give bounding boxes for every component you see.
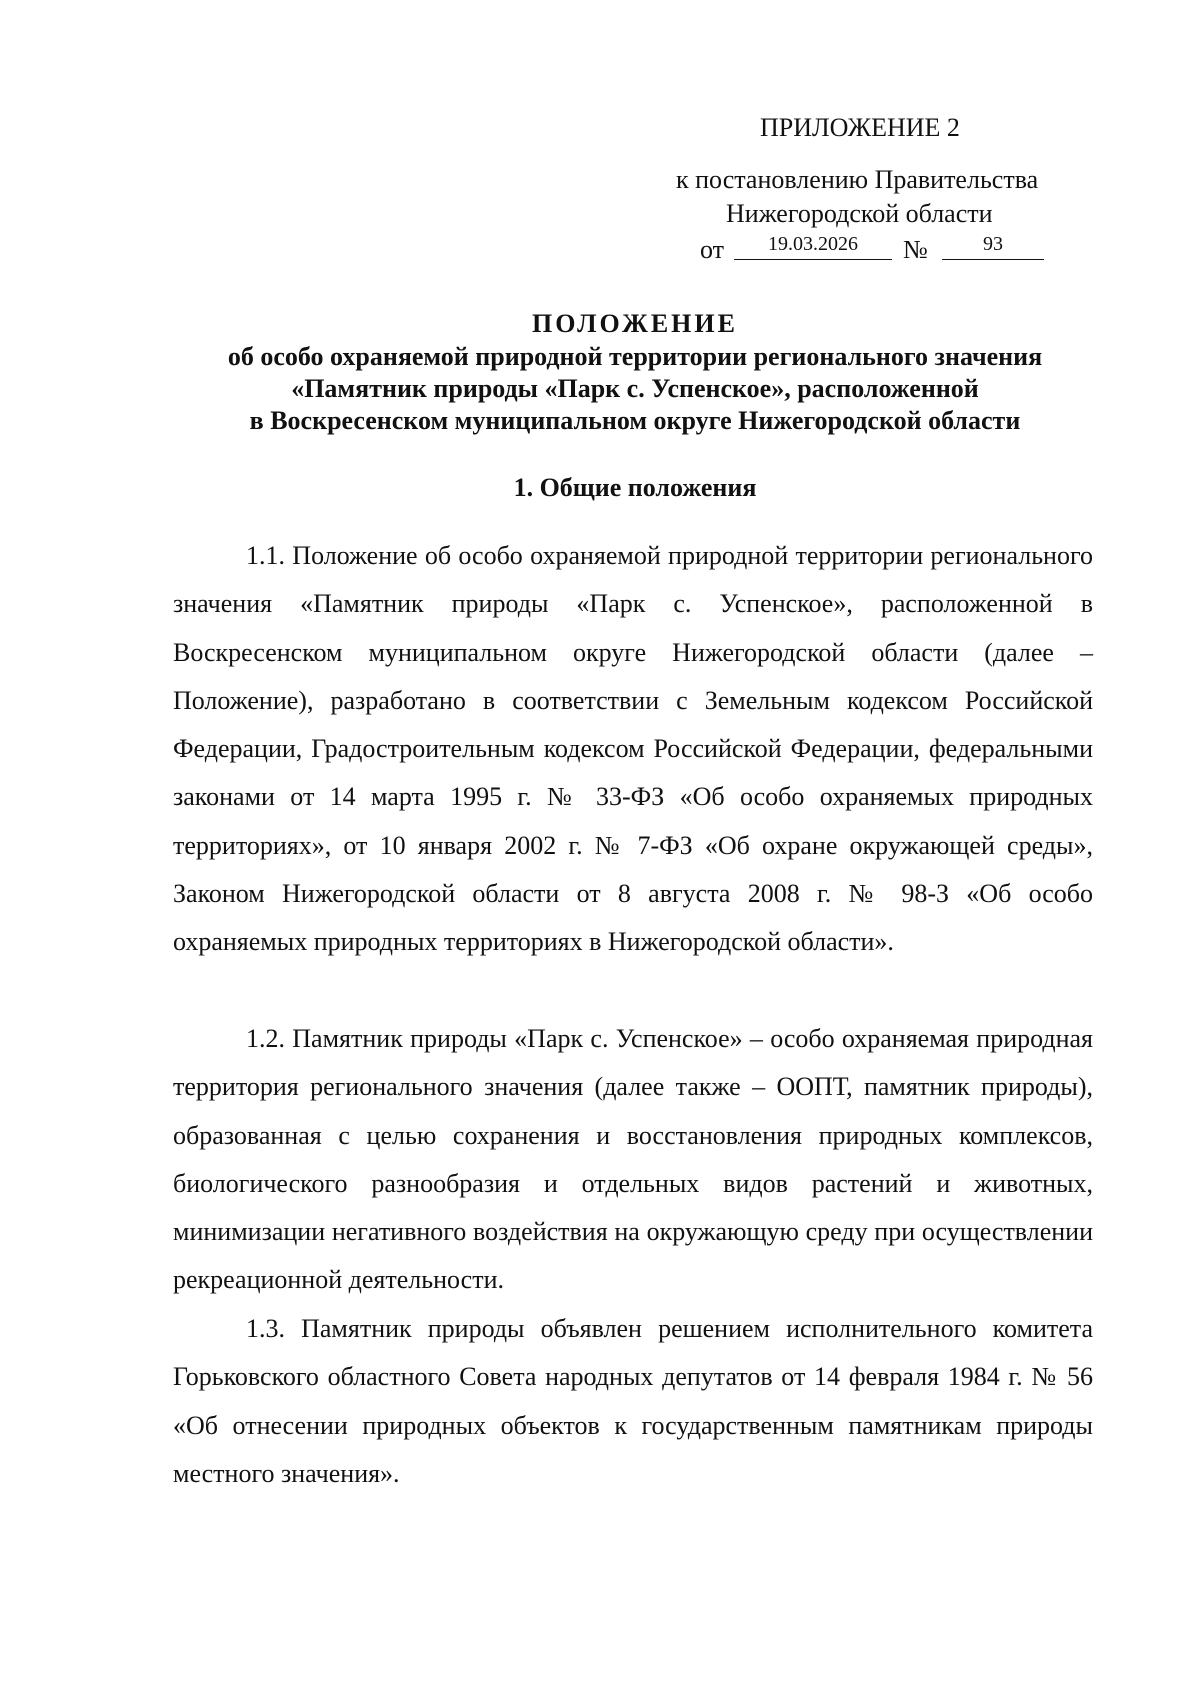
date-field — [734, 232, 892, 260]
date-value: 19.03.2026 — [768, 233, 858, 255]
document-subtitle — [0, 341, 1200, 437]
number-value: 93 — [983, 233, 1003, 255]
paragraph-1-3: 1.3. Памятник природы объявлен решением исполнительного комитета Горьковского областного Совета народных депутатов от 14 февраля 1984 г. № 56 «Об отнесении природных объектов к государственным памятникам природы местного значения». — [173, 1314, 1093, 1488]
paragraph-1-1: 1.1. Положение об особо охраняемой природной территории регионального значения «Памятник природы «Парк с. Успенское», расположенной в Воскресенском муниципальном округе Нижегородской области (далее – Положение), разработано в соответствии с Земельным кодексом Российской Федерации, Градостроительным кодексом Российской Федерации, федеральными законами от 14 марта 1995 г. № 33-ФЗ «Об особо охраняемых природных территориях», от 10 января 2002 г. № 7-ФЗ «Об охране окружающей среды», Законом Нижегородской области от 8 августа 2008 г. № 98-З «Об особо охраняемых природных территориях в Нижегородской области». — [173, 541, 1093, 957]
subtitle-line: об особо охраняемой природной территории регионального значения — [227, 342, 1043, 371]
date-prefix: от — [700, 235, 725, 264]
number-field — [942, 232, 1044, 260]
number-sign: № — [903, 235, 928, 264]
appendix-resolution-line: к постановлению Правительства — [676, 165, 1039, 194]
appendix-title: ПРИЛОЖЕНИЕ 2 — [760, 113, 960, 142]
subtitle-line: в Воскресенском муниципальном округе Нижегородской области — [249, 406, 1021, 435]
document-title: ПОЛОЖЕНИЕ — [532, 309, 738, 338]
section-heading: 1. Общие положения — [513, 473, 757, 502]
paragraph-1-2: 1.2. Памятник природы «Парк с. Успенское» – особо охраняемая природная территория регионального значения (далее также – ООПТ, памятник природы), образованная с целью сохранения и восстановления природных комплексов, биологического разнообразия и отдельных видов растений и животных, минимизации негативного воздействия на окружающую среду при осуществлении рекреационной деятельности. — [173, 1024, 1093, 1295]
subtitle-line: «Памятник природы «Парк с. Успенское», расположенной — [291, 374, 979, 403]
appendix-region-line: Нижегородской области — [726, 199, 993, 228]
